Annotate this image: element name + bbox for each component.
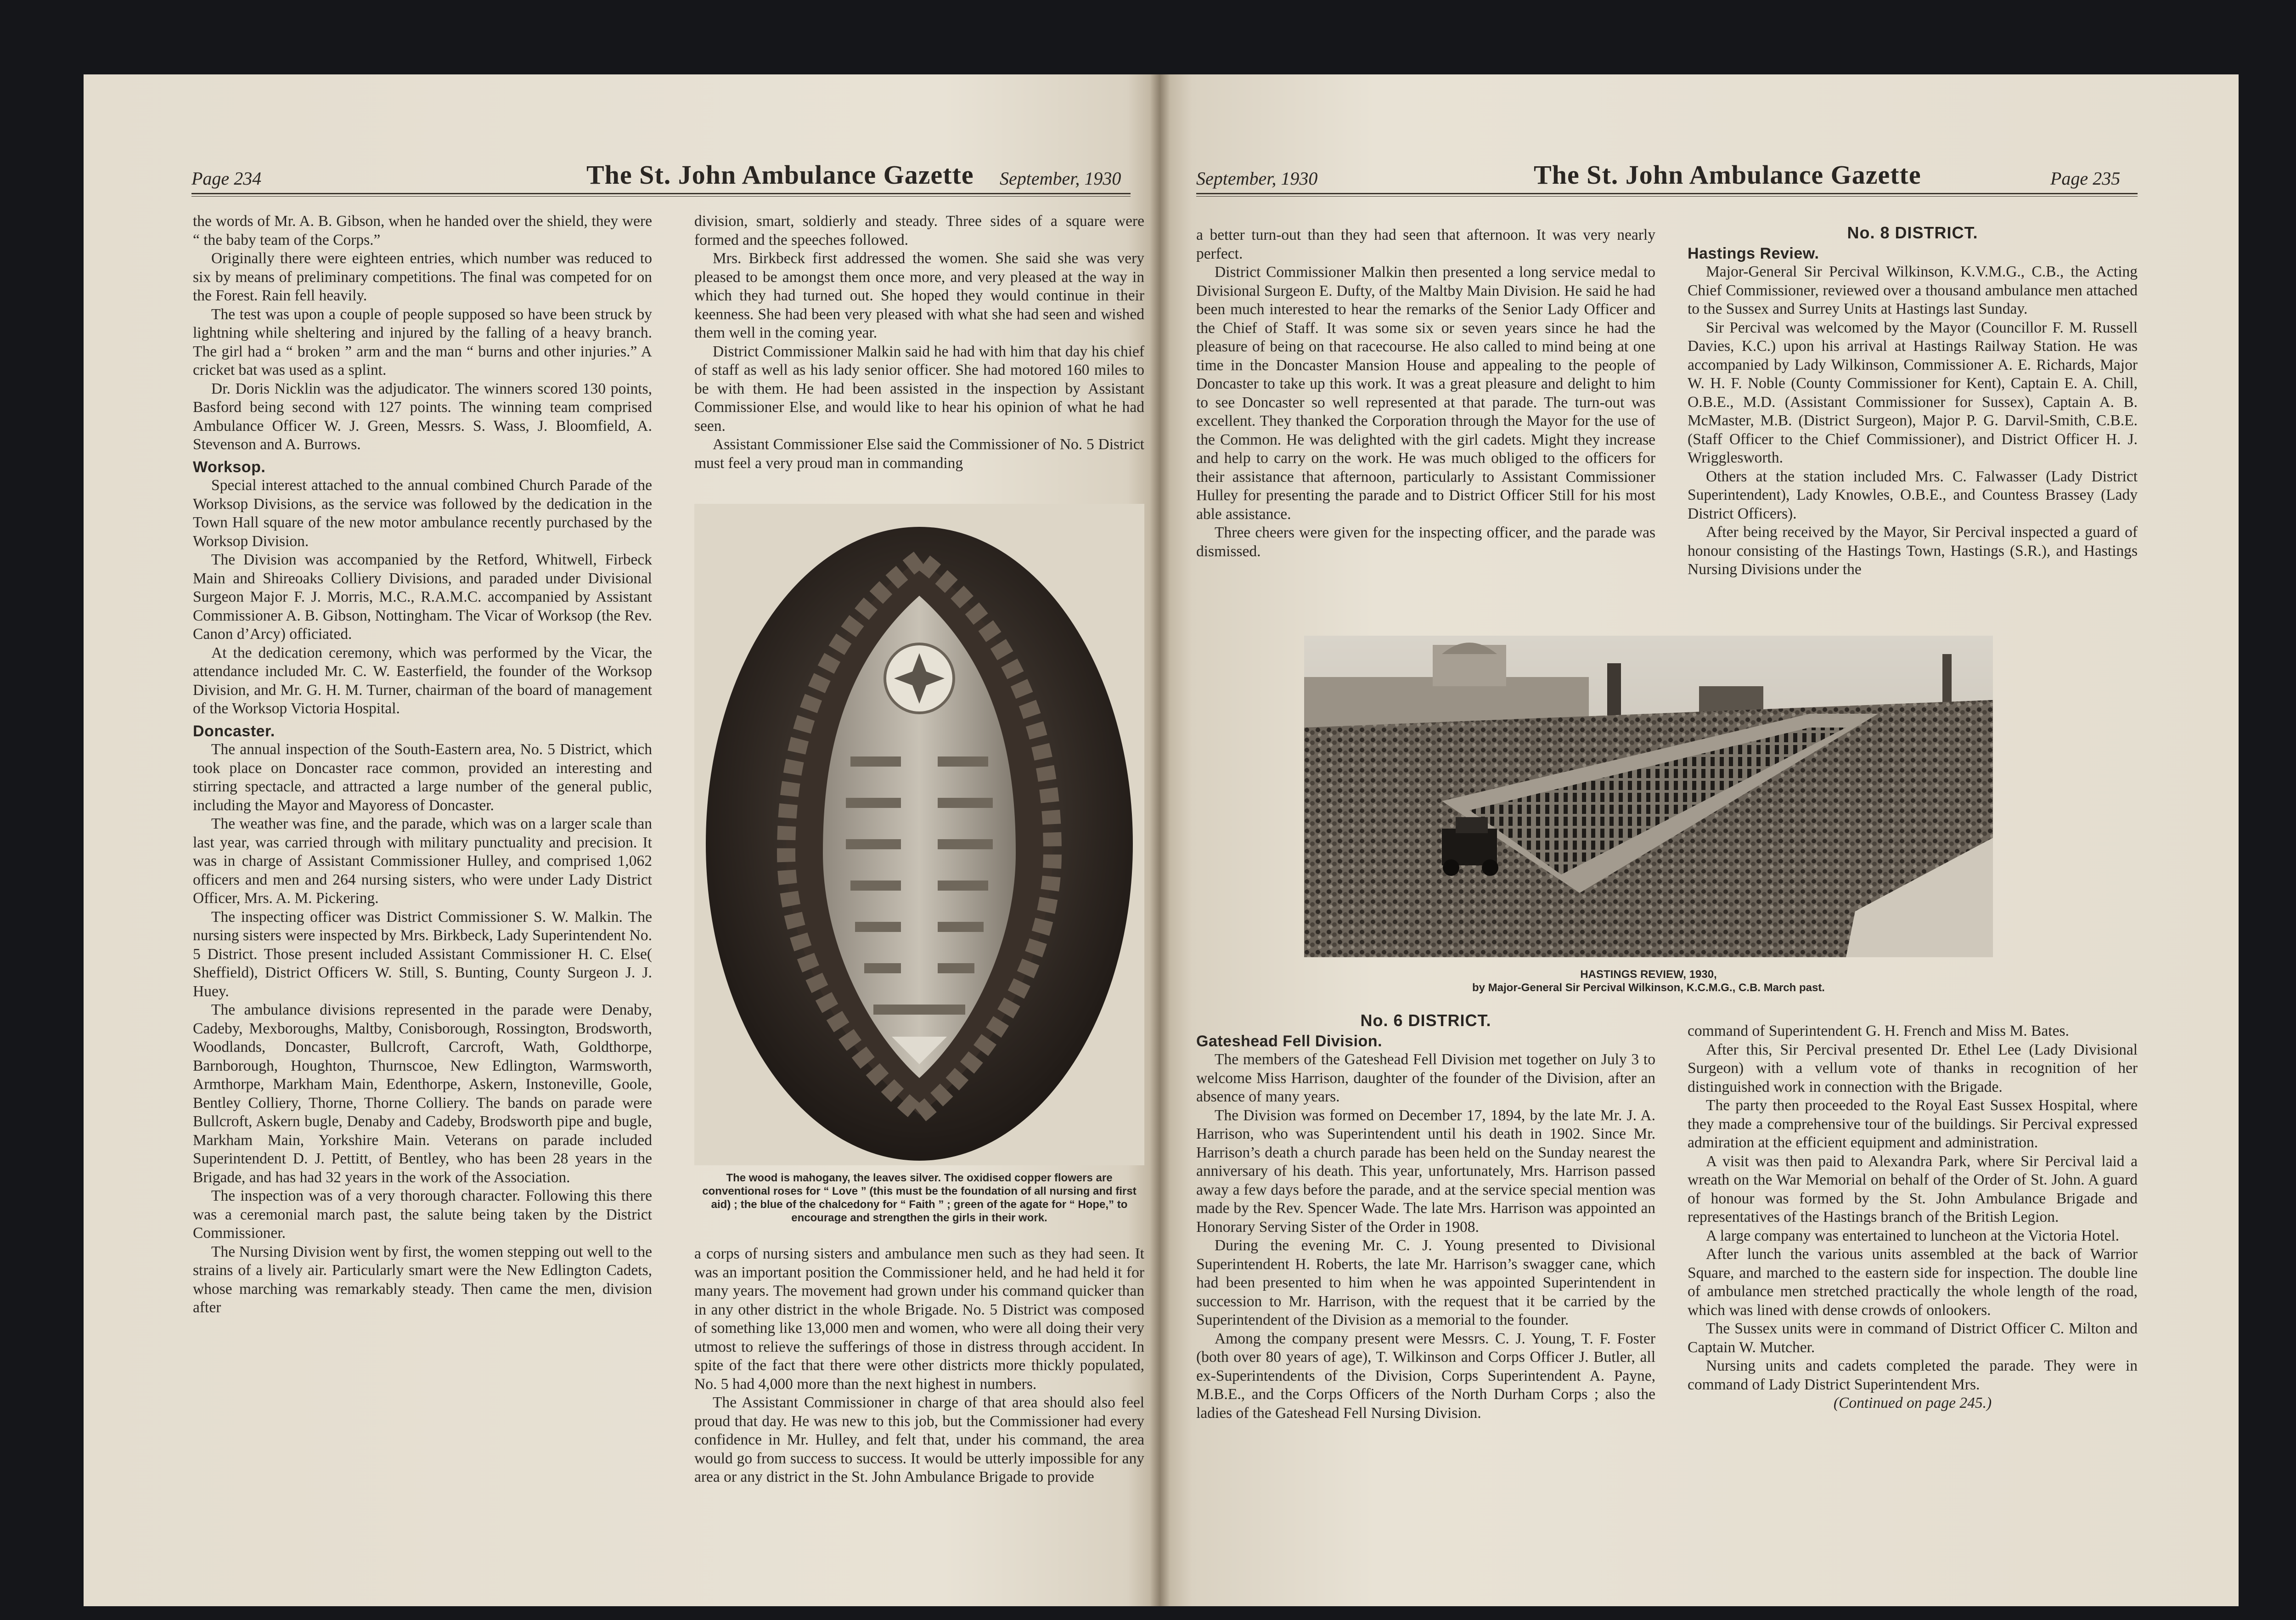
section-heading: Hastings Review.	[1688, 244, 1819, 262]
paragraph: a corps of nursing sisters and ambulance men such as they had seen. It was an important position the Commissioner held, and he had held it for many years. The movement had grown under his command quicker than in any other district in the whole Brigade. No. 5 District was composed of something like 13,000 men and women, who were all doing their very utmost to relieve the sufferings of those in distress through accident. In spite of the fact that there were other districts more thickly populated, No. 5 had 4,000 more than the next highest in numbers.	[694, 1245, 1144, 1393]
spine-gutter	[1150, 74, 1170, 1606]
section-heading: Gateshead Fell Division.	[1196, 1032, 1383, 1050]
paragraph: The Division was formed on December 17, 1894, by the late Mr. J. A. Harrison, who was Superintendent until his death in 1902. Since Mr. Harrison’s death a church parade has been held on the Sunday nearest the anniversary of his death. This year, unfortunately, Mrs. Harrison passed away a few days before the parade, and at the service special mention was made by the Rev. Spencer Wade. The late Mrs. Harrison was appointed an Honorary Serving Sister of the Order in 1908.	[1196, 1106, 1655, 1236]
paragraph: A visit was then paid to Alexandra Park, where Sir Percival laid a wreath on the War Memorial on behalf of the Order of St. John. A guard of honour was formed by the St. John Ambulance Brigade and representatives of the Hastings branch of the British Legion.	[1688, 1152, 2138, 1225]
issue-date: September, 1930	[1196, 168, 1318, 189]
paragraph: During the evening Mr. C. J. Young presented to Divisional Superintendent H. Roberts, the late Mr. Harrison’s swagger cane, which had been presented to him when he was appointed Superintendent in succession to Mr. Harrison, with the request that it be carried by the Superintendent of the Division as a memorial to the founder.	[1196, 1237, 1655, 1328]
paragraph: The Assistant Commissioner in charge of that area should also feel proud that day. He was new to this job, but the Commissioner had every confidence in Mr. Hulley, and felt that, under his command, the area would go from success to success. It would be utterly impossible for any area or any district in the St. John Ambulance Brigade to provide	[694, 1394, 1144, 1485]
magazine-spread	[84, 74, 2296, 1606]
paragraph: District Commissioner Malkin then presented a long service medal to Divisional Surgeon E. Dufty, of the Maltby Main Division. He said he had been much interested to hear the remarks of the Senior Lady Officer and the Chief of Staff. It was some six or seven years since he had the pleasure of being on that racecourse. He also called to mind being at one time in the Doncaster Mansion House and appealing to the people of Doncaster to take up this work. It was a great pleasure and delight to him to see Doncaster so well represented at that parade. The turn-out was excellent. They thanked the Corporation through the Mayor for the use of the Common. He was delighted with the girl cadets. Might they increase and help to carry on the work. He was much obliged to the officers for their assistance that afternoon, particularly to Assistant Commissioner Hulley for presenting the parade and to District Officer Still for his most able assistance.	[1196, 264, 1655, 523]
paragraph: Among the company present were Messrs. C. J. Young, T. F. Foster (both over 80 years of age), T. Wilkinson and Corps Officer J. Butler, all ex-Superintendents of the Division, Corps Superintendent A. Payne, M.B.E., and the Corps Officers of the North Durham Corps ; also the ladies of the Gateshead Fell Nursing Division.	[1196, 1330, 1655, 1422]
paragraph: The ambulance divisions represented in the parade were Denaby, Cadeby, Mexboroughs, Maltby, Conisborough, Rossington, Brodsworth, Woodlands, Doncaster, Bullcroft, Carcroft, Wath, Goldthorpe, Barnborough, Houghton, Thurnscoe, New Edlington, Warmsworth, Armthorpe, Markham Main, Edenthorpe, Askern, Instoneville, Goole, Bentley Colliery, Thorne, Thorne Colliery. The bands on parade were Bullcroft, Askern bugle, Denaby and Cadeby, Brodsworth pipe and bugle, Markham Main, Yorkshire Main. Veterans on parade included Superintendent D. J. Pettitt, of Bentley, who has been 28 years in the Brigade, and has had 32 years in the work of the Association.	[193, 1001, 652, 1186]
parade-photo-icon	[1304, 636, 1993, 957]
paragraph: division, smart, soldierly and steady. Three sides of a square were formed and the speeches followed.	[694, 213, 1144, 248]
right-column-1-bottom	[1196, 1011, 1655, 1422]
page-number: Page 235	[2050, 168, 2121, 189]
paragraph: The members of the Gateshead Fell Division met together on July 3 to welcome Miss Harrison, daughter of the founder of the Division, after an absence of many years.	[1196, 1051, 1655, 1105]
header-rule	[191, 196, 1131, 197]
paragraph: Three cheers were given for the inspecting officer, and the parade was dismissed.	[1196, 524, 1655, 560]
header-rule	[1196, 196, 2138, 197]
paragraph: The Sussex units were in command of District Officer C. Milton and Captain W. Mutcher.	[1688, 1320, 2138, 1356]
district-heading: No. 8 DISTRICT.	[1847, 223, 1978, 242]
paragraph: Others at the station included Mrs. C. Falwasser (Lady District Superintendent), Lady Knowles, O.B.E., and Countess Brassey (Lady District Officers).	[1688, 468, 2138, 522]
paragraph: Originally there were eighteen entries, which number was reduced to six by means of preliminary competitions. The final was competed for on the Forest. Rain fell heavily.	[193, 250, 652, 304]
paragraph: Mrs. Birkbeck first addressed the women. She said she was very pleased to be amongst them once more, and very pleased at the way in which they had turned out. She hoped they would continue in their keenness. She had been very pleased with what she had seen and wished them well in the coming year.	[694, 250, 1144, 341]
photo-caption-subtitle: by Major-General Sir Percival Wilkinson, K.C.M.G., C.B. March past.	[1472, 982, 1825, 994]
paragraph: The inspecting officer was District Commissioner S. W. Malkin. The nursing sisters were inspected by Mrs. Birkbeck, Lady Superintendent No. 5 District. Those present included Assistant Commissioner H. C. Else( Sheffield), District Officers W. Still, S. Bunting, County Surgeon J. J. Huey.	[193, 908, 652, 1000]
paragraph: District Commissioner Malkin said he had with him that day his chief of staff as well as his lady senior officer. She had motored 160 miles to be with them. He had been assisted in the inspection by Assistant Commissioner Else, and would like to hear his opinion of what he had seen.	[694, 343, 1144, 435]
paragraph: The test was upon a couple of people supposed so have been struck by lightning while sheltering and injured by the falling of a heavy branch. The girl had a “ broken ” arm and the man “ burns and other injuries.” A cricket bat was used as a splint.	[193, 305, 652, 378]
paragraph: the words of Mr. A. B. Gibson, when he handed over the shield, they were “ the baby team of the Corps.”	[193, 213, 652, 248]
paragraph: Nursing units and cadets completed the parade. They were in command of Lady District Superintendent Mrs.	[1688, 1357, 2138, 1393]
section-heading: Worksop.	[193, 458, 266, 476]
paragraph: The Nursing Division went by first, the women stepping out well to the strains of a lively air. Particularly smart were the New Edlington Cadets, whose marching was remarkably steady. Then came the men, division after	[193, 1243, 652, 1316]
paragraph: Major-General Sir Percival Wilkinson, K.V.M.G., C.B., the Acting Chief Commissioner, reviewed over a thousand ambulance men attached to the Sussex and Surrey Units at Hastings last Sunday.	[1688, 263, 2138, 317]
paragraph: After lunch the various units assembled at the back of Warrior Square, and marched to the eastern side for inspection. The double line of ambulance men stretched practically the whole length of the road, which was lined with dense crowds of onlookers.	[1688, 1246, 2138, 1319]
paragraph: After this, Sir Percival presented Dr. Ethel Lee (Lady Divisional Surgeon) with a vellum vote of thanks in recognition of her distinguished work in connection with the Brigade.	[1688, 1041, 2138, 1095]
right-page	[1159, 74, 2239, 1606]
left-page-header	[191, 159, 1124, 192]
left-column-2-top	[694, 212, 1144, 473]
shield-icon	[694, 504, 1144, 1165]
paragraph: At the dedication ceremony, which was performed by the Vicar, the attendance included Mr. C. W. Easterfield, the founder of the Worksop Division, and Mr. G. H. M. Turner, chairman of the board of management of the Worksop Victoria Hospital.	[193, 644, 652, 717]
photo-caption-title: HASTINGS REVIEW, 1930,	[1580, 968, 1717, 981]
paragraph: The inspection was of a very thorough character. Following this there was a ceremonial march past, the salute being taken by the District Commissioner.	[193, 1187, 652, 1242]
paragraph: The Division was accompanied by the Retford, Whitwell, Firbeck Main and Shireoaks Colliery Divisions, and paraded under Divisional Surgeon Major F. J. Morris, M.C., R.A.M.C. accompanied by Assistant Commissioner A. B. Gibson, Nottingham. The Vicar of Worksop (the Rev. Canon d’Arcy) officiated.	[193, 551, 652, 643]
left-column-2-bottom	[694, 1245, 1144, 1487]
paragraph: Dr. Doris Nicklin was the adjudicator. The winners scored 130 points, Basford being second with 127 points. The winning team comprised Ambulance Officer W. J. Green, Messrs. S. Wass, J. Bloomfield, A. Stevenson and A. Burrows.	[193, 380, 652, 453]
gazette-title: The St. John Ambulance Gazette	[1534, 160, 1921, 190]
hastings-review-photo	[1304, 636, 1993, 957]
paragraph: Special interest attached to the annual combined Church Parade of the Worksop Divisions, as the service was followed by the dedication in the Town Hall square of the new motor ambulance recently purchased by the Worksop Division.	[193, 477, 652, 550]
shield-caption: The wood is mahogany, the leaves silver. The oxidised copper flowers are conventional roses for “ Love ” (this must be the foundation of all nursing and first aid) ; the blue of the chalcedony for “ Faith ” ; green of the agate for “ Hope,” to encourage and strengthen the girls in their work.	[702, 1172, 1137, 1224]
right-column-1-top	[1196, 226, 1655, 561]
header-rule	[1196, 193, 2138, 194]
shield-photo	[694, 504, 1144, 1165]
header-rule	[191, 193, 1131, 194]
left-page	[84, 74, 1159, 1606]
paragraph: The weather was fine, and the parade, which was on a larger scale than last year, was carried through with military punctuality and precision. It was in charge of Assistant Commissioner Hulley, and comprised 1,062 officers and men and 264 nursing sisters, who were under Lady District Officer, Mrs. A. M. Pickering.	[193, 815, 652, 907]
paragraph: a better turn-out than they had seen that afternoon. It was very nearly perfect.	[1196, 226, 1655, 262]
paragraph: The annual inspection of the South-Eastern area, No. 5 District, which took place on Doncaster race common, provided an interesting and stirring spectacle, and attracted a large number of the general public, including the Mayor and Mayoress of Doncaster.	[193, 741, 652, 814]
continued-note: (Continued on page 245.)	[1833, 1394, 1992, 1411]
district-heading: No. 6 DISTRICT.	[1360, 1011, 1491, 1030]
right-column-2-bottom	[1688, 1022, 2138, 1413]
right-page-header	[1196, 159, 2138, 192]
paragraph: The party then proceeded to the Royal East Sussex Hospital, where they made a comprehensive tour of the buildings. Sir Percival expressed admiration at the efficient equipment and administration.	[1688, 1097, 2138, 1151]
paragraph: Assistant Commissioner Else said the Commissioner of No. 5 District must feel a very proud man in commanding	[694, 436, 1144, 472]
gazette-title: The St. John Ambulance Gazette	[586, 160, 974, 190]
paragraph: Sir Percival was welcomed by the Mayor (Councillor F. M. Russell Davies, K.C.) upon his arrival at Hastings Railway Station. He was accompanied by Lady Wilkinson, Commissioner A. E. Richards, Major W. H. F. Noble (County Commissioner for Kent), Captain E. A. Chill, O.B.E., M.D. (Assistant Commissioner for Sussex), Captain A. B. McMaster, M.B. (District Surgeon), Major P. G. Darvil-Smith, C.B.E. (Staff Officer to the Chief Commissioner), and District Officer H. J. Wrigglesworth.	[1688, 319, 2138, 466]
paragraph: After being received by the Mayor, Sir Percival inspected a guard of honour consisting of the Hastings Town, Hastings (S.R.), and Hastings Nursing Divisions under the	[1688, 524, 2138, 578]
paragraph: A large company was entertained to luncheon at the Victoria Hotel.	[1706, 1227, 2120, 1244]
left-column-1	[193, 212, 652, 1317]
page-number: Page 234	[191, 168, 262, 189]
issue-date: September, 1930	[1000, 168, 1121, 189]
paragraph: command of Superintendent G. H. French and Miss M. Bates.	[1688, 1022, 2069, 1039]
section-heading: Doncaster.	[193, 722, 275, 740]
right-column-2-top	[1688, 224, 2138, 579]
